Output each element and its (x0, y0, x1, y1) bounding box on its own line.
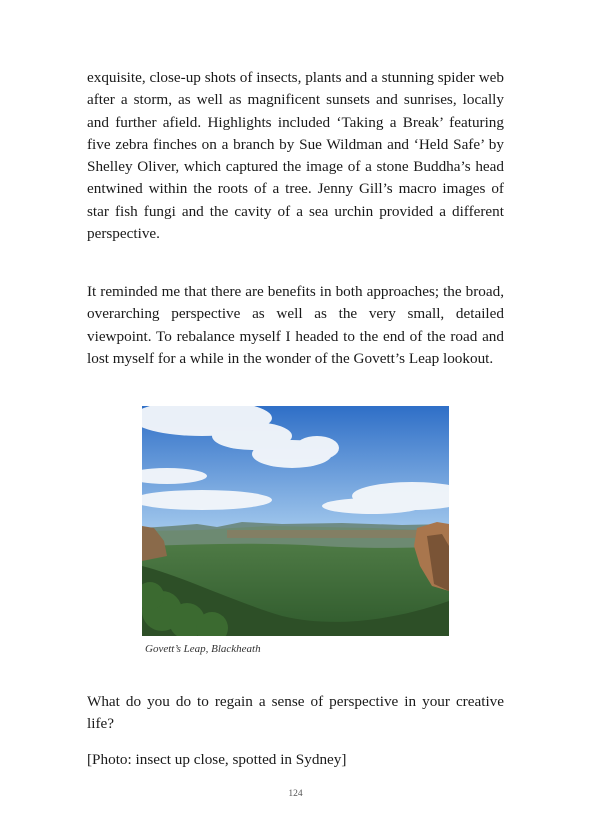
body-paragraph-2: It reminded me that there are benefits in both approaches; the broad, overarching perspective as well as the very small, detailed viewpoint. To rebalance myself I headed to the end of the road and lost myself for a while in the wonder of the Govett’s Leap lookout. (87, 283, 504, 367)
photo-caption: Govett’s Leap, Blackheath (145, 643, 261, 655)
landscape-illustration (142, 406, 449, 636)
page-number: 124 (288, 789, 303, 799)
body-paragraph-1: exquisite, close-up shots of insects, plants and a stunning spider web after a storm, as well as magnificent sunsets and sunrises, locally and further afield. Highlights included ‘Taking a Break’ featuring five zebra finches on a branch by Sue Wildman and ‘Held Safe’ by Shelley Oliver, which captured the image of a stone Buddha’s head entwined within the roots of a tree. Jenny Gill’s macro images of star fish fungi and the cavity of a sea urchin provided a different perspective. (87, 69, 504, 243)
govetts-leap-photo (142, 406, 449, 636)
photo-note: [Photo: insect up close, spotted in Sydney] (87, 751, 347, 768)
cliff-band (227, 530, 422, 538)
body-paragraph-3: What do you do to regain a sense of perspective in your creative life? (87, 693, 504, 733)
